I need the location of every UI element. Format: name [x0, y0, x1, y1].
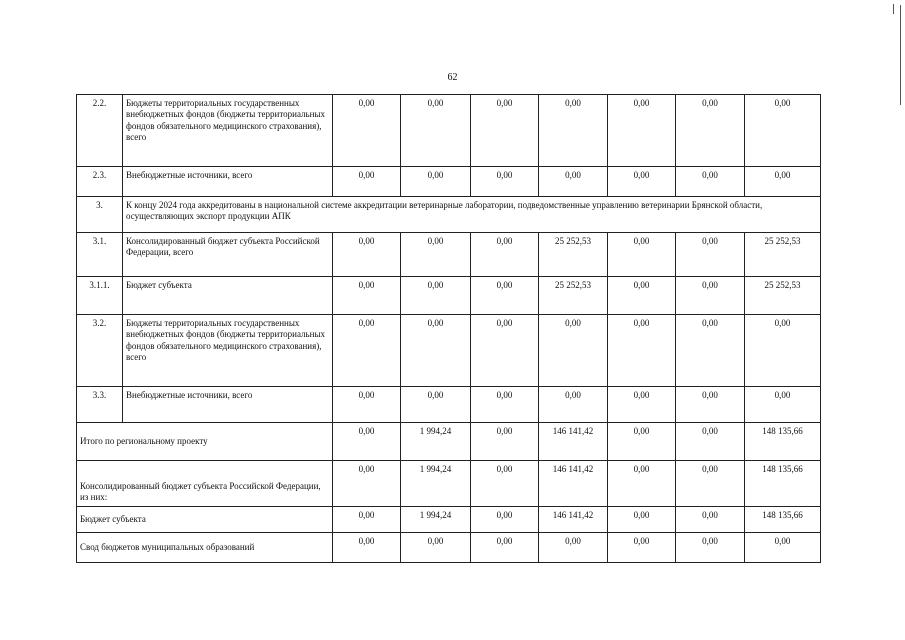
value-cell: 0,00 [401, 387, 471, 423]
value-cell: 0,00 [676, 233, 745, 277]
value-cell: 0,00 [333, 387, 401, 423]
value-cell: 0,00 [745, 167, 821, 197]
value-cell: 0,00 [608, 315, 676, 387]
value-cell: 0,00 [471, 533, 539, 563]
value-cell: 0,00 [471, 167, 539, 197]
value-cell: 148 135,66 [745, 461, 821, 507]
row-code: 3.2. [77, 315, 123, 387]
table-row [77, 533, 821, 563]
table-row [77, 461, 821, 507]
value-cell: 0,00 [471, 95, 539, 167]
table-row [77, 95, 821, 167]
value-cell: 0,00 [401, 533, 471, 563]
value-cell: 0,00 [539, 315, 608, 387]
row-code: 2.3. [77, 167, 123, 197]
value-cell: 0,00 [608, 95, 676, 167]
value-cell: 0,00 [745, 533, 821, 563]
value-cell: 0,00 [676, 387, 745, 423]
row-label: Бюджет субъекта [123, 277, 333, 315]
value-cell: 25 252,53 [745, 277, 821, 315]
value-cell: 0,00 [608, 233, 676, 277]
value-cell: 0,00 [676, 315, 745, 387]
budget-table [76, 94, 821, 563]
row-label: Бюджеты территориальных государственных внебюджетных фондов (бюджеты территориальных фондов обязательного медицинского страхования), всего [123, 95, 333, 167]
value-cell: 0,00 [608, 387, 676, 423]
value-cell: 0,00 [471, 315, 539, 387]
page-edge-mark [900, 5, 901, 105]
row-label: Консолидированный бюджет субъекта Российской Федерации, всего [123, 233, 333, 277]
table-row [77, 233, 821, 277]
row-code: 3. [77, 197, 123, 233]
page-number: 62 [447, 72, 458, 83]
summary-label: Бюджет субъекта [77, 507, 333, 533]
value-cell: 0,00 [539, 533, 608, 563]
table-row [77, 387, 821, 423]
value-cell: 0,00 [745, 95, 821, 167]
value-cell: 0,00 [333, 461, 401, 507]
value-cell: 146 141,42 [539, 423, 608, 461]
value-cell: 0,00 [471, 507, 539, 533]
value-cell: 0,00 [745, 315, 821, 387]
value-cell: 0,00 [333, 315, 401, 387]
row-label: Внебюджетные источники, всего [123, 167, 333, 197]
value-cell: 146 141,42 [539, 507, 608, 533]
table-row [77, 277, 821, 315]
value-cell: 25 252,53 [745, 233, 821, 277]
value-cell: 0,00 [676, 167, 745, 197]
table-row [77, 197, 821, 233]
value-cell: 0,00 [333, 167, 401, 197]
value-cell: 0,00 [608, 461, 676, 507]
value-cell: 1 994,24 [401, 507, 471, 533]
row-label: Бюджеты территориальных государственных внебюджетных фондов (бюджеты территориальных фондов обязательного медицинского страхования), всего [123, 315, 333, 387]
value-cell: 148 135,66 [745, 423, 821, 461]
value-cell: 0,00 [471, 423, 539, 461]
row-code: 2.2. [77, 95, 123, 167]
value-cell: 0,00 [539, 95, 608, 167]
value-cell: 0,00 [676, 533, 745, 563]
value-cell: 0,00 [333, 95, 401, 167]
value-cell: 0,00 [471, 461, 539, 507]
value-cell: 0,00 [333, 233, 401, 277]
value-cell: 0,00 [333, 507, 401, 533]
value-cell: 1 994,24 [401, 423, 471, 461]
value-cell: 0,00 [608, 423, 676, 461]
value-cell: 0,00 [401, 277, 471, 315]
value-cell: 0,00 [401, 315, 471, 387]
value-cell: 0,00 [333, 533, 401, 563]
row-code: 3.3. [77, 387, 123, 423]
value-cell: 0,00 [401, 95, 471, 167]
table-row [77, 423, 821, 461]
value-cell: 0,00 [333, 277, 401, 315]
row-code: 3.1.1. [77, 277, 123, 315]
table-row [77, 315, 821, 387]
value-cell: 0,00 [676, 95, 745, 167]
budget-table-body [77, 95, 821, 563]
value-cell: 0,00 [608, 533, 676, 563]
summary-label: Консолидированный бюджет субъекта Российской Федерации, из них: [77, 461, 333, 507]
value-cell: 0,00 [471, 233, 539, 277]
row-label: Внебюджетные источники, всего [123, 387, 333, 423]
value-cell: 148 135,66 [745, 507, 821, 533]
value-cell: 0,00 [539, 167, 608, 197]
value-cell: 0,00 [608, 277, 676, 315]
value-cell: 0,00 [333, 423, 401, 461]
value-cell: 0,00 [676, 423, 745, 461]
value-cell: 1 994,24 [401, 461, 471, 507]
value-cell: 0,00 [401, 233, 471, 277]
value-cell: 25 252,53 [539, 233, 608, 277]
value-cell: 0,00 [471, 277, 539, 315]
summary-label: Свод бюджетов муниципальных образований [77, 533, 333, 563]
value-cell: 0,00 [401, 167, 471, 197]
value-cell: 0,00 [471, 387, 539, 423]
value-cell: 0,00 [608, 167, 676, 197]
table-row [77, 507, 821, 533]
value-cell: 0,00 [676, 461, 745, 507]
value-cell: 0,00 [608, 507, 676, 533]
summary-label: Итого по региональному проекту [77, 423, 333, 461]
value-cell: 0,00 [676, 277, 745, 315]
row-code: 3.1. [77, 233, 123, 277]
value-cell: 0,00 [745, 387, 821, 423]
value-cell: 25 252,53 [539, 277, 608, 315]
page-edge-mark-top [893, 4, 894, 14]
value-cell: 146 141,42 [539, 461, 608, 507]
value-cell: 0,00 [539, 387, 608, 423]
table-row [77, 167, 821, 197]
section-title: К концу 2024 года аккредитованы в национальной системе аккредитации ветеринарные лаборатории, подведомственные управлению ветеринарии Брянской области, осуществляющих экспорт продукции АПК [123, 197, 821, 233]
value-cell: 0,00 [676, 507, 745, 533]
